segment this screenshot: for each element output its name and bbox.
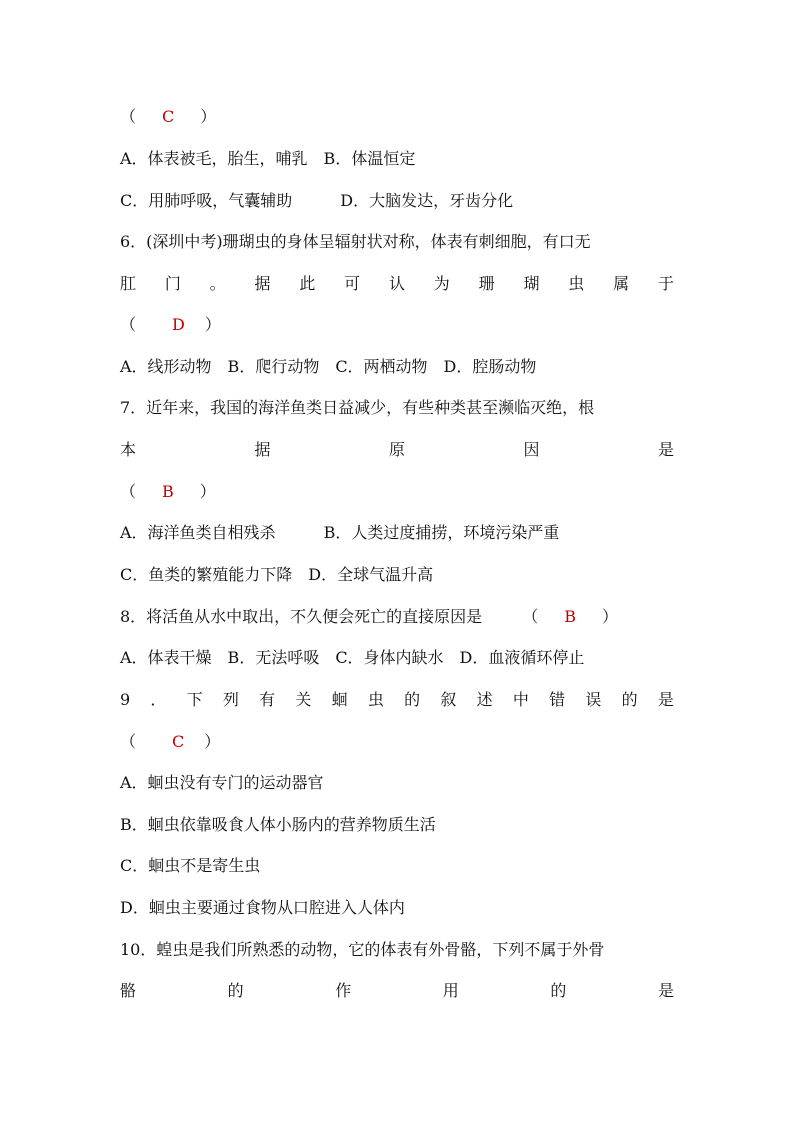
answer-line-q7: （ B ） — [120, 482, 216, 501]
question-7-continued: 本 据 原 因 是 — [120, 440, 674, 459]
question-6-continued: 肛 门 。 据 此 可 认 为 珊 瑚 虫 属 于 — [120, 274, 674, 293]
option-line: B．蛔虫依靠吸食人体小肠内的营养物质生活 — [120, 815, 436, 834]
option-line: A．海洋鱼类自相残杀 B．人类过度捕捞，环境污染严重 — [120, 523, 560, 542]
answer-mark: B — [162, 482, 174, 501]
option-line: C．鱼类的繁殖能力下降 D．全球气温升高 — [120, 565, 434, 584]
question-6: 6．(深圳中考)珊瑚虫的身体呈辐射状对称，体表有刺细胞，有口无 — [120, 232, 591, 251]
answer-mark: D — [172, 315, 185, 334]
question-10-continued: 骼 的 作 用 的 是 — [120, 981, 674, 1000]
option-line: A．线形动物 B．爬行动物 C．两栖动物 D．腔肠动物 — [120, 357, 537, 376]
answer-line-q6: （ D ） — [120, 315, 221, 334]
option-line: C．用肺呼吸，气囊辅助 D．大脑发达，牙齿分化 — [120, 191, 514, 210]
option-line: D．蛔虫主要通过食物从口腔进入人体内 — [120, 898, 405, 917]
answer-mark: C — [172, 732, 185, 751]
option-line: A．体表干燥 B．无法呼吸 C．身体内缺水 D．血液循环停止 — [120, 648, 585, 667]
question-7: 7．近年来，我国的海洋鱼类日益减少，有些种类甚至濒临灭绝，根 — [120, 398, 595, 417]
question-10: 10．蝗虫是我们所熟悉的动物，它的体表有外骨骼，下列不属于外骨 — [120, 940, 605, 959]
option-line: A．体表被毛，胎生，哺乳 B．体温恒定 — [120, 149, 416, 168]
question-9: 9 ． 下 列 有 关 蛔 虫 的 叙 述 中 错 误 的 是 — [120, 690, 674, 709]
answer-line-q5: （ C ） — [120, 107, 217, 126]
answer-line-q9: （ C ） — [120, 732, 221, 751]
question-8: 8．将活鱼从水中取出，不久便会死亡的直接原因是 （ B ） — [120, 607, 618, 626]
answer-mark: B — [564, 607, 576, 626]
option-line: A．蛔虫没有专门的运动器官 — [120, 773, 324, 792]
answer-mark: C — [162, 107, 175, 126]
option-line: C．蛔虫不是寄生虫 — [120, 856, 261, 875]
